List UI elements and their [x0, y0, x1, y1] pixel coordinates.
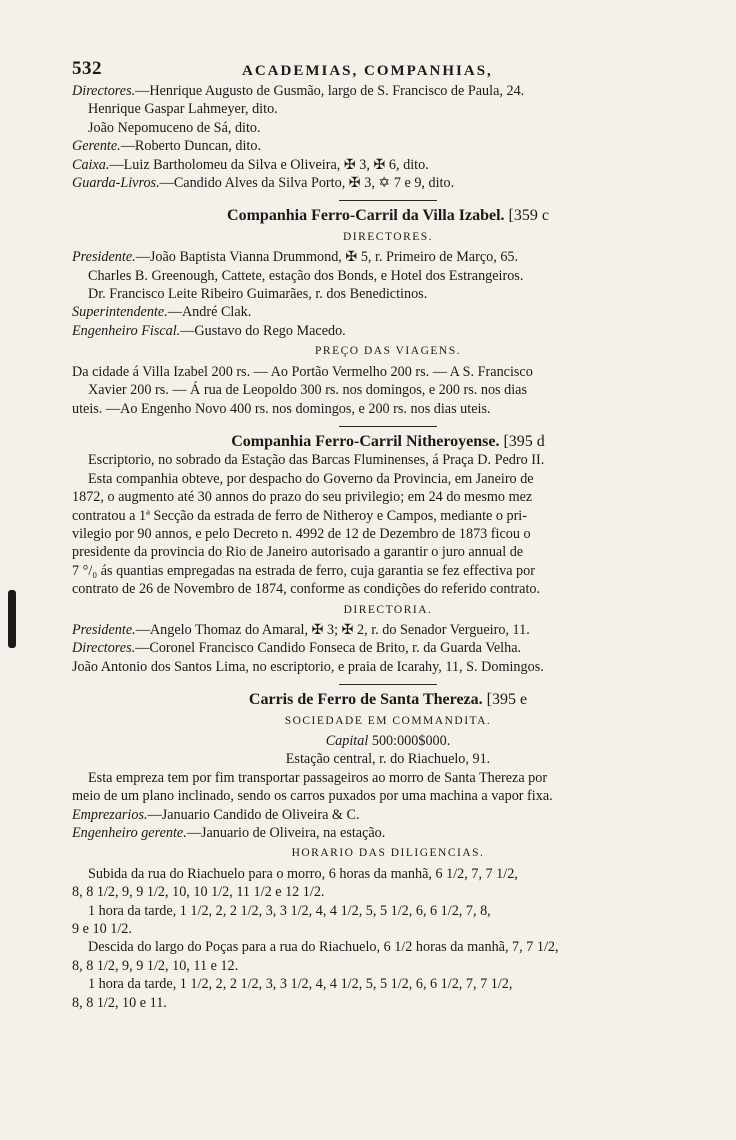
text-line: contrato de 26 de Novembro de 1874, conforme as condições do referido contrato. [72, 581, 541, 598]
text-line: Da cidade á Villa Izabel 200 rs. — Ao Portão Vermelho 200 rs. — A S. Francisco [72, 363, 533, 380]
section-directors [72, 82, 704, 192]
capital-line [72, 732, 704, 750]
entry-text: —Henrique Augusto de Gusmão, largo de S. Francisco de Paula, 24. [135, 83, 525, 99]
text-line [72, 639, 704, 657]
schedule-line: 1 hora da tarde, 1 1/2, 2, 2 1/2, 3, 3 1/2, 4, 4 1/2, 5, 5 1/2, 6, 6 1/2, 7, 7 1/2, [88, 976, 513, 993]
text-line: contratou a 1ª Secção da estrada de ferro de Nitheroy e Campos, mediante o pri- [72, 507, 527, 524]
subheading: DIRECTORES. [342, 230, 434, 243]
capital-label: Capital [325, 733, 369, 749]
text-line [72, 621, 704, 639]
entry-text: João Antonio dos Santos Lima, no escriptorio, e praia de Icarahy, 11, S. Domingos. [72, 658, 544, 675]
role-label: Presidente. [72, 249, 136, 266]
role-label: Presidente. [72, 621, 136, 638]
text-line [72, 174, 704, 192]
role-label: Directores. [72, 83, 136, 99]
section-title [72, 207, 704, 225]
text-line [72, 137, 704, 155]
text-line [72, 100, 704, 118]
section-title [72, 433, 704, 451]
entry-text: Dr. Francisco Leite Ribeiro Guimarães, r. dos Benedictinos. [88, 286, 428, 303]
schedule-line: 1 hora da tarde, 1 1/2, 2, 2 1/2, 3, 3 1/2, 4, 4 1/2, 5, 5 1/2, 6, 6 1/2, 7, 8, [88, 902, 491, 919]
role-label: Directores. [72, 640, 136, 657]
divider [339, 426, 437, 427]
subheading: SOCIEDADE EM COMMANDITA. [284, 714, 492, 727]
title-text: Companhia Ferro-Carril Nitheroyense. [231, 432, 500, 450]
section-santa-thereza [72, 691, 704, 1012]
role-label: Engenheiro Fiscal. [72, 322, 181, 339]
text-line [72, 267, 704, 285]
divider [339, 200, 437, 201]
role-label: Caixa. [72, 156, 110, 173]
text-line: Esta empreza tem por fim transportar passageiros ao morro de Santa Thereza por [88, 769, 548, 786]
schedule-line: 8, 8 1/2, 9, 9 1/2, 10, 10 1/2, 11 1/2 e 12 1/2. [72, 884, 325, 901]
text-line: Esta companhia obteve, por despacho do Governo da Provincia, em Janeiro de [88, 470, 534, 487]
schedule-line: 9 e 10 1/2. [72, 921, 132, 938]
document-page [72, 58, 704, 1012]
text-line: meio de um plano inclinado, sendo os carros puxados por uma machina a vapor fixa. [72, 788, 553, 805]
subheading: PREÇO DAS VIAGENS. [315, 345, 461, 358]
entry-text: Charles B. Greenough, Cattete, estação dos Bonds, e Hotel dos Estrangeiros. [88, 267, 524, 284]
text-line [72, 303, 704, 321]
entry-text: —Roberto Duncan, dito. [120, 138, 261, 155]
text-line [72, 156, 704, 174]
title-ref: [395 d [503, 432, 545, 450]
role-label: Engenheiro gerente. [72, 825, 187, 842]
schedule-line: 8, 8 1/2, 9, 9 1/2, 10, 11 e 12. [72, 957, 239, 974]
text-line [72, 119, 704, 137]
title-text: Companhia Ferro-Carril da Villa Izabel. [227, 207, 505, 225]
text-line: Escriptorio, no sobrado da Estação das Barcas Fluminenses, á Praça D. Pedro II. [88, 452, 545, 469]
text-line: Xavier 200 rs. — Á rua de Leopoldo 300 rs. nos domingos, e 200 rs. nos dias [88, 382, 527, 399]
entry-text: —Angelo Thomaz do Amaral, ✠ 3; ✠ 2, r. do Senador Vergueiro, 11. [135, 621, 530, 638]
text-line [72, 824, 704, 842]
text-line [72, 806, 704, 824]
section-title [72, 691, 704, 709]
entry-text: —Januario de Oliveira, na estação. [186, 825, 386, 842]
text-line: presidente da provincia do Rio de Janeiro autorisado a garantir o juro annual de [72, 544, 524, 561]
entry-text: —Coronel Francisco Candido Fonseca de Brito, r. da Guarda Velha. [135, 640, 522, 657]
entry-text: —Candido Alves da Silva Porto, ✠ 3, ✡ 7 e 9, dito. [159, 175, 455, 192]
entry-text: —Luiz Bartholomeu da Silva e Oliveira, ✠ 3, ✠ 6, dito. [109, 156, 429, 173]
text-line: 1872, o augmento até 30 annos do prazo do seu privilegio; em 24 do mesmo mez [72, 489, 533, 506]
text-line: vilegio por 90 annos, e pelo Decreto n. 4992 de 12 de Dezembro de 1873 ficou o [72, 525, 531, 542]
entry-text: João Nepomuceno de Sá, dito. [88, 119, 261, 136]
text-line [72, 322, 704, 340]
divider [339, 684, 437, 685]
page-number: 532 [72, 58, 102, 79]
role-label: Emprezarios. [72, 806, 148, 823]
text-line [72, 248, 704, 266]
capital-value: 500:000$000. [371, 733, 451, 749]
text-line [72, 658, 704, 676]
entry-text: Henrique Gaspar Lahmeyer, dito. [88, 101, 278, 118]
text-line: 7 °/₀ ás quantias empregadas na estrada de ferro, cuja garantia se fez effectiva por [72, 562, 535, 579]
schedule-line: Descida do largo do Poças para a rua do Riachuelo, 6 1/2 horas da manhã, 7, 7 1/2, [88, 939, 559, 956]
role-label: Guarda-Livros. [72, 175, 160, 192]
subheading: DIRECTORIA. [343, 603, 433, 616]
schedule-line: 8, 8 1/2, 10 e 11. [72, 994, 167, 1011]
station-line: Estação central, r. do Riachuelo, 91. [285, 751, 491, 768]
entry-text: —Januario Candido de Oliveira & C. [147, 806, 360, 823]
section-villa-izabel [72, 207, 704, 417]
title-ref: [359 c [508, 207, 549, 225]
section-nitheroyense [72, 433, 704, 676]
page-header [72, 58, 704, 82]
running-title: ACADEMIAS, COMPANHIAS, [242, 63, 493, 79]
title-text: Carris de Ferro de Santa Thereza. [248, 691, 483, 709]
text-line [72, 82, 704, 100]
entry-text: —Gustavo do Rego Macedo. [180, 322, 346, 339]
title-ref: [395 e [486, 691, 528, 709]
text-line [72, 285, 704, 303]
text-line: uteis. —Ao Engenho Novo 400 rs. nos domingos, e 200 rs. nos dias uteis. [72, 400, 491, 417]
role-label: Superintendente. [72, 304, 168, 321]
schedule-line: Subida da rua do Riachuelo para o morro, 6 horas da manhã, 6 1/2, 7, 7 1/2, [88, 865, 518, 882]
entry-text: —João Baptista Vianna Drummond, ✠ 5, r. Primeiro de Março, 65. [135, 249, 519, 266]
entry-text: —André Clak. [167, 304, 252, 321]
subheading: HORARIO DAS DILIGENCIAS. [291, 847, 485, 860]
page-edge-mark [8, 590, 16, 648]
role-label: Gerente. [72, 138, 121, 155]
